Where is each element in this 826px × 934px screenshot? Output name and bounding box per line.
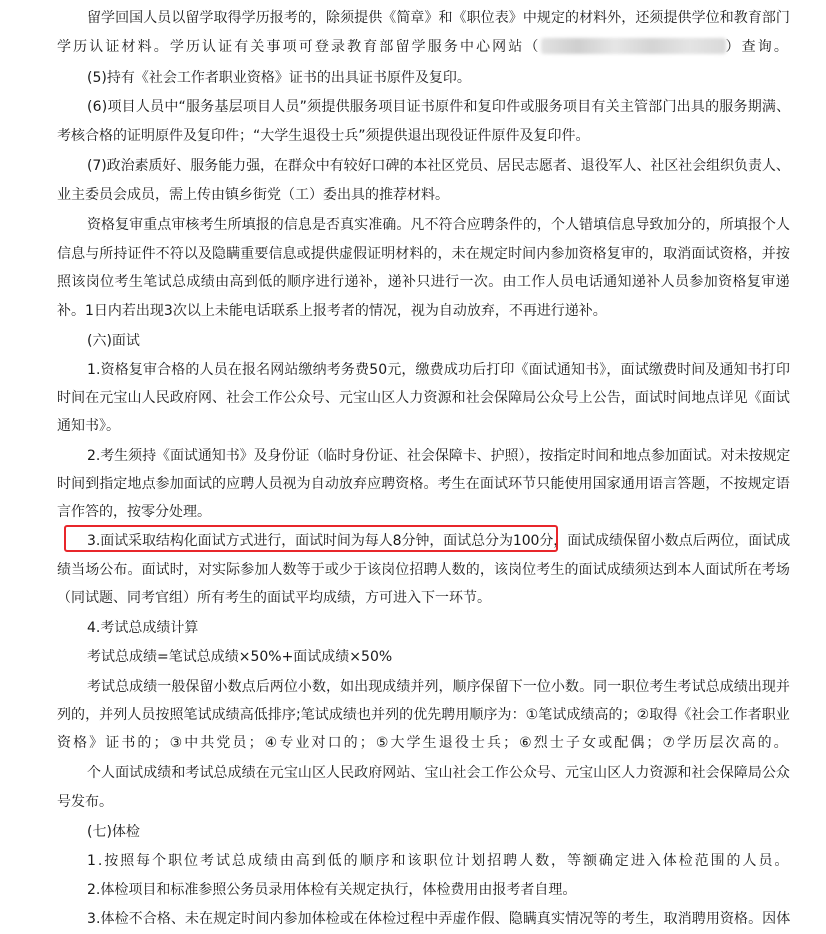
text-line: [57, 584, 491, 613]
line-text: 考试总成绩一般保留小数点后两位小数，如出现成绩并列，顺序保留下一位小数。同一职位考生考试总成绩出现并: [87, 679, 790, 695]
text-line: [57, 470, 790, 499]
line-text: 列的，并列人员按照笔试成绩高低排序;笔试成绩也并列的优先聘用顺序为：①笔试成绩高的；②取得《社会工作者职业: [57, 707, 790, 723]
highlight-box: [64, 525, 558, 552]
line-text: 时间在元宝山人民政府网、社会工作公众号、元宝山区人力资源和社会保障局公众号上公告，面试时间地点详见《面试: [57, 390, 790, 406]
text-line: [87, 93, 790, 122]
text-line: [57, 412, 120, 441]
line-text: 3.面试采取结构化面试方式进行，面试时间为每人8分钟，面试总分为100分，面试成绩保留小数点后两位，面试成: [87, 533, 791, 549]
line-text: 时间到指定地点参加面试的应聘人员视为自动放弃应聘资格。考生在面试环节只能使用国家通用语言答题，不按规定语: [57, 476, 790, 492]
text-line: [87, 327, 140, 356]
text-line: [57, 729, 790, 758]
text-line: [87, 614, 198, 643]
text-line: [87, 818, 140, 847]
text-line: [87, 673, 790, 702]
text-line: [57, 384, 790, 413]
text-line: [87, 759, 790, 788]
text-line: [57, 297, 607, 326]
text-line: [87, 876, 576, 905]
text-line: [87, 356, 790, 385]
line-text: 2.体检项目和标准参照公务员录用体检有关规定执行，体检费用由报考者自理。: [87, 882, 577, 898]
line-text: 1.资格复审合格的人员在报名网站缴纳考务费50元，缴费成功后打印《面试通知书》，面试缴费时间及通知书打印: [87, 362, 791, 378]
line-text: 补。1日内若出现3次以上未能电话联系上报考者的情况，视为自动放弃，不再进行递补。: [57, 303, 607, 319]
line-text: (七)体检: [87, 824, 140, 840]
line-text: 1.按照每个职位考试总成绩由高到低的顺序和该职位计划招聘人数，等额确定进入体检范围的人员。: [87, 853, 791, 869]
line-text: （同试题、同考官组）所有考生的面试平均成绩，方可进入下一环节。: [57, 590, 491, 606]
line-text: (六)面试: [87, 333, 140, 349]
line-text: (6)项目人员中“服务基层项目人员”须提供服务项目证书原件和复印件或服务项目有关主管部门出具的服务期满、: [87, 99, 791, 115]
line-text: 信息与所持证件不符以及隐瞒重要信息或提供虚假证明材料的，未在规定时间内参加资格复审的，取消面试资格，并按: [57, 246, 790, 262]
text-line: [57, 268, 790, 297]
line-text: 绩当场公布。面试时，对实际参加人数等于或少于该岗位招聘人数的，该岗位考生的面试成绩须达到本人面试所在考场: [57, 562, 790, 578]
text-line: [57, 240, 790, 269]
line-text: 考核合格的证明原件及复印件；“大学生退役士兵”须提供退出现役证件原件及复印件。: [57, 128, 590, 144]
text-line: [87, 152, 790, 181]
line-text: 个人面试成绩和考试总成绩在元宝山区人民政府网站、宝山社会工作公众号、元宝山区人力资源和社会保障局公众: [87, 765, 790, 781]
line-text: 照该岗位考生笔试总成绩由高到低的顺序进行递补，递补只进行一次。由工作人员电话通知递补人员参加资格复审递: [57, 274, 791, 290]
text-line: [87, 643, 392, 672]
text-line: [57, 33, 790, 62]
line-text: 2.考生须持《面试通知书》及身份证（临时身份证、社会保障卡、护照），按指定时间和地点参加面试。对未按规定: [87, 448, 791, 464]
redacted-url: [541, 38, 726, 54]
line-text: 业主委员会成员，需上传由镇乡街党（工）委出具的推荐材料。: [57, 187, 449, 203]
line-text: 号发布。: [57, 794, 113, 810]
text-line: [87, 211, 790, 240]
text-line: [57, 556, 790, 585]
text-line: [57, 701, 790, 730]
text-line: [87, 905, 790, 934]
line-text: 4.考试总成绩计算: [87, 620, 199, 636]
line-text: (5)持有《社会工作者职业资格》证书的出具证书原件及复印。: [87, 70, 471, 86]
line-text: 言作答的，按零分处理。: [57, 504, 211, 520]
line-text-tail: ）查询。: [725, 39, 791, 55]
text-line: [87, 442, 790, 471]
text-line: [87, 847, 790, 876]
line-text: 资格》证书的；③中共党员；④专业对口的；⑤大学生退役士兵；⑥烈士子女或配偶；⑦学历层次高的。: [57, 735, 790, 751]
line-text: 资格复审重点审核考生所填报的信息是否真实准确。凡不符合应聘条件的，个人错填信息导致加分的，所填报个人: [87, 217, 790, 233]
text-line: [87, 64, 471, 93]
line-text: (7)政治素质好、服务能力强，在群众中有较好口碑的本社区党员、居民志愿者、退役军人、社区社会组织负责人、: [87, 158, 790, 174]
text-line: [57, 181, 449, 210]
line-text: 学历认证材料。学历认证有关事项可登录教育部留学服务中心网站（: [57, 39, 541, 55]
line-text: 留学回国人员以留学取得学历报考的，除须提供《简章》和《职位表》中规定的材料外，还须提供学位和教育部门: [87, 10, 790, 26]
line-text: 通知书》。: [57, 418, 120, 434]
line-text: 考试总成绩=笔试总成绩×50%+面试成绩×50%: [87, 649, 393, 665]
text-line: [57, 788, 113, 817]
line-text: 3.体检不合格、未在规定时间内参加体检或在体检过程中弄虚作假、隐瞒真实情况等的考生，取消聘用资格。因体: [87, 911, 791, 927]
text-line: [87, 4, 790, 33]
text-line: [57, 498, 211, 527]
text-line: [57, 122, 590, 151]
